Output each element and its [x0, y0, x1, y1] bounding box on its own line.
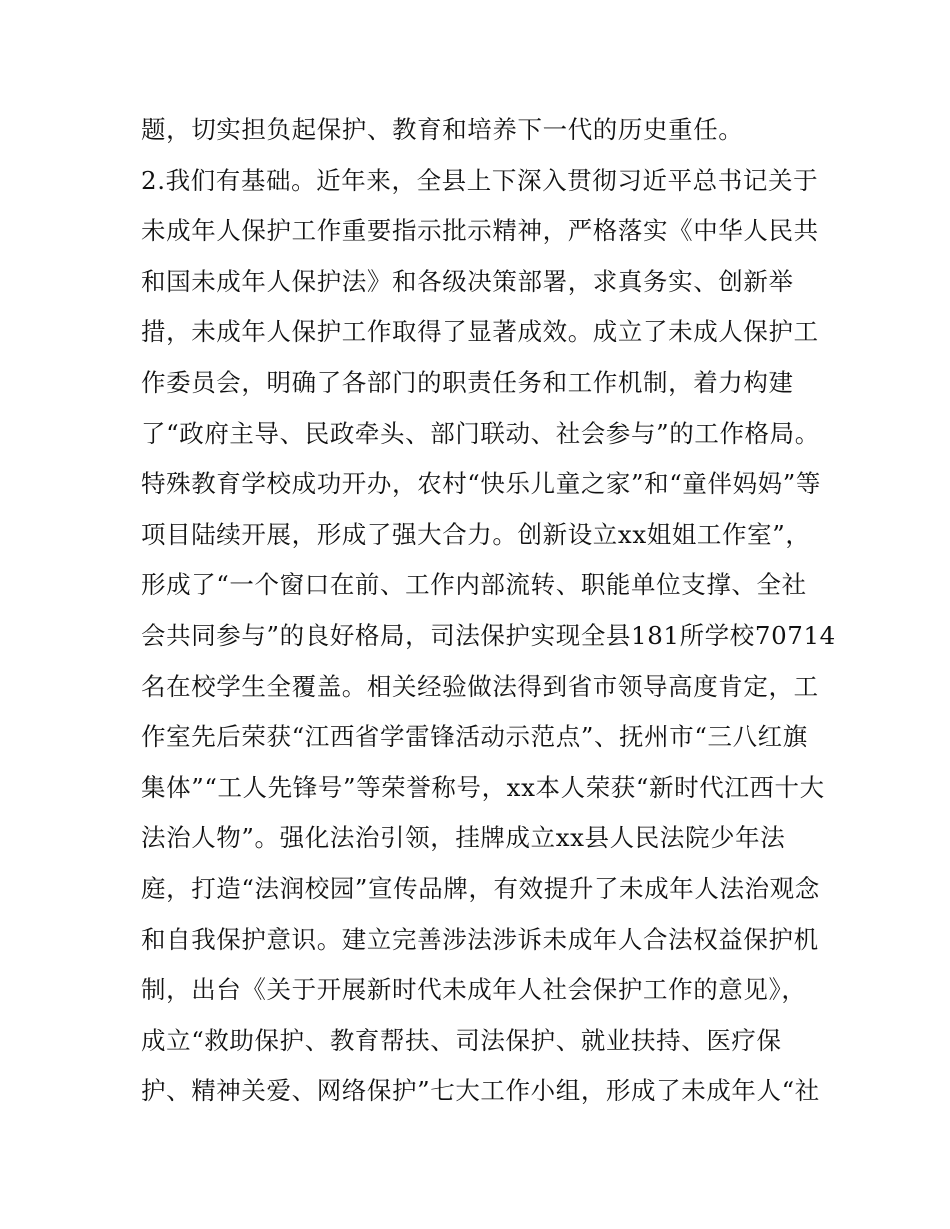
- text-line: 集体”“工人先锋号”等荣誉称号，xx本人荣获“新时代江西十大: [141, 772, 825, 802]
- text-line: 和国未成年人保护法》和各级决策部署，求真务实、创新举: [141, 266, 794, 296]
- text-line: 措，未成年人保护工作取得了显著成效。成立了未成人保护工: [141, 317, 819, 347]
- text-line: 护、精神关爱、网络保护”七大工作小组，形成了未成年人“社: [141, 1076, 820, 1106]
- text-line: 制，出台《关于开展新时代未成年人社会保护工作的意见》，: [141, 975, 807, 1005]
- text-line: 法治人物”。强化法治引领，挂牌成立xx县人民法院少年法: [141, 823, 786, 853]
- text-line: 名在校学生全覆盖。相关经验做法得到省市领导高度肯定，工: [141, 671, 819, 701]
- text-line: 作室先后荣获“江西省学雷锋活动示范点”、抚州市“三八红旗: [141, 722, 808, 752]
- body-text: [141, 105, 836, 1117]
- text-line: 成立“救助保护、教育帮扶、司法保护、就业扶持、医疗保: [141, 1025, 782, 1055]
- text-line: 形成了“一个窗口在前、工作内部流转、职能单位支撑、全社: [141, 570, 807, 600]
- text-line: 题，切实担负起保护、教育和培养下一代的历史重任。: [141, 115, 744, 144]
- text-line: 和自我保护意识。建立完善涉法涉诉未成年人合法权益保护机: [141, 924, 819, 954]
- text-line: 会共同参与”的良好格局，司法保护实现全县181所学校70714: [141, 620, 836, 650]
- text-line: 未成年人保护工作重要指示批示精神，严格落实《中华人民共: [141, 216, 819, 246]
- text-line: 庭，打造“法润校园”宣传品牌，有效提升了未成年人法治观念: [141, 873, 820, 903]
- text-line: 作委员会，明确了各部门的职责任务和工作机制，着力构建: [141, 367, 794, 397]
- text-line: 项目陆续开展，形成了强大合力。创新设立xx姐姐工作室”，: [141, 519, 811, 549]
- text-line: 2.我们有基础。近年来，全县上下深入贯彻习近平总书记关于: [141, 165, 819, 195]
- text-line: 特殊教育学校成功开办，农村“快乐儿童之家”和“童伴妈妈”等: [141, 469, 821, 499]
- text-line: 了“政府主导、民政牵头、部门联动、社会参与”的工作格局。: [141, 418, 820, 448]
